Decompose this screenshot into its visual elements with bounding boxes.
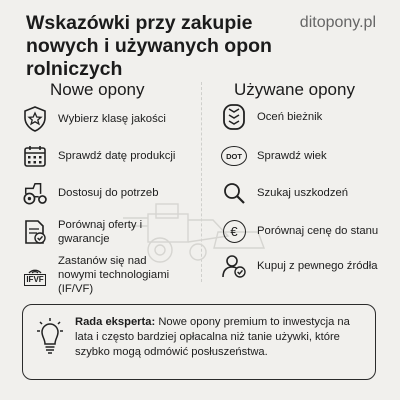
shield-star-icon	[22, 106, 48, 132]
item-label: Porównaj oferty i gwarancje	[58, 219, 143, 245]
item-label: Porównaj cenę do stanu	[257, 225, 379, 237]
item-label: Szukaj uszkodzeń	[257, 187, 349, 199]
expert-tip-box	[22, 304, 376, 380]
document-check-icon	[22, 219, 48, 245]
list-item	[221, 253, 378, 279]
tire-tread-icon	[221, 104, 247, 130]
page-title: Wskazówki przy zakupie nowych i używanych opon rolniczych	[26, 12, 272, 80]
expert-tip-prefix: Rada eksperta:	[75, 316, 156, 328]
magnifier-icon	[221, 180, 247, 206]
expert-tip-text	[75, 315, 370, 360]
tractor-icon	[22, 180, 48, 206]
item-label: Dostosuj do potrzeb	[58, 187, 159, 199]
expert-tip-body: Nowe opony premium to inwestycja na lata i często bardziej opłacalna niż tanie używki, które szybko mogą odmówić posłuszeństwa.	[75, 316, 350, 358]
verified-seller-icon	[221, 253, 247, 279]
list-item	[221, 104, 322, 130]
item-label: Zastanów się nad nowymi technologiami (IF/VF)	[58, 255, 170, 295]
used-tires-heading: Używane opony	[234, 80, 355, 99]
ifvf-tech-icon	[22, 262, 48, 288]
list-item	[22, 106, 166, 132]
new-tires-heading: Nowe opony	[50, 80, 145, 99]
list-item	[221, 180, 348, 206]
brand-logo[interactable]: ditopony.pl	[299, 14, 376, 31]
euro-symbol: €	[223, 220, 246, 243]
item-label: Sprawdź wiek	[257, 150, 327, 162]
calendar-icon	[22, 143, 48, 169]
list-item	[221, 218, 378, 244]
item-label: Wybierz klasę jakości	[58, 113, 166, 125]
list-item	[22, 254, 178, 296]
euro-coin-icon	[221, 218, 247, 244]
item-label: Oceń bieżnik	[257, 111, 323, 123]
item-label: Kupuj z pewnego źródła	[257, 260, 378, 272]
list-item	[22, 180, 158, 206]
lightbulb-icon	[37, 317, 63, 357]
ifvf-label: IFVF	[26, 274, 44, 284]
item-label: Sprawdź datę produkcji	[58, 150, 176, 162]
dot-badge-icon	[221, 143, 247, 169]
list-item	[221, 143, 327, 169]
dot-badge: DOT	[221, 146, 247, 166]
list-item	[22, 218, 168, 246]
list-item	[22, 143, 175, 169]
